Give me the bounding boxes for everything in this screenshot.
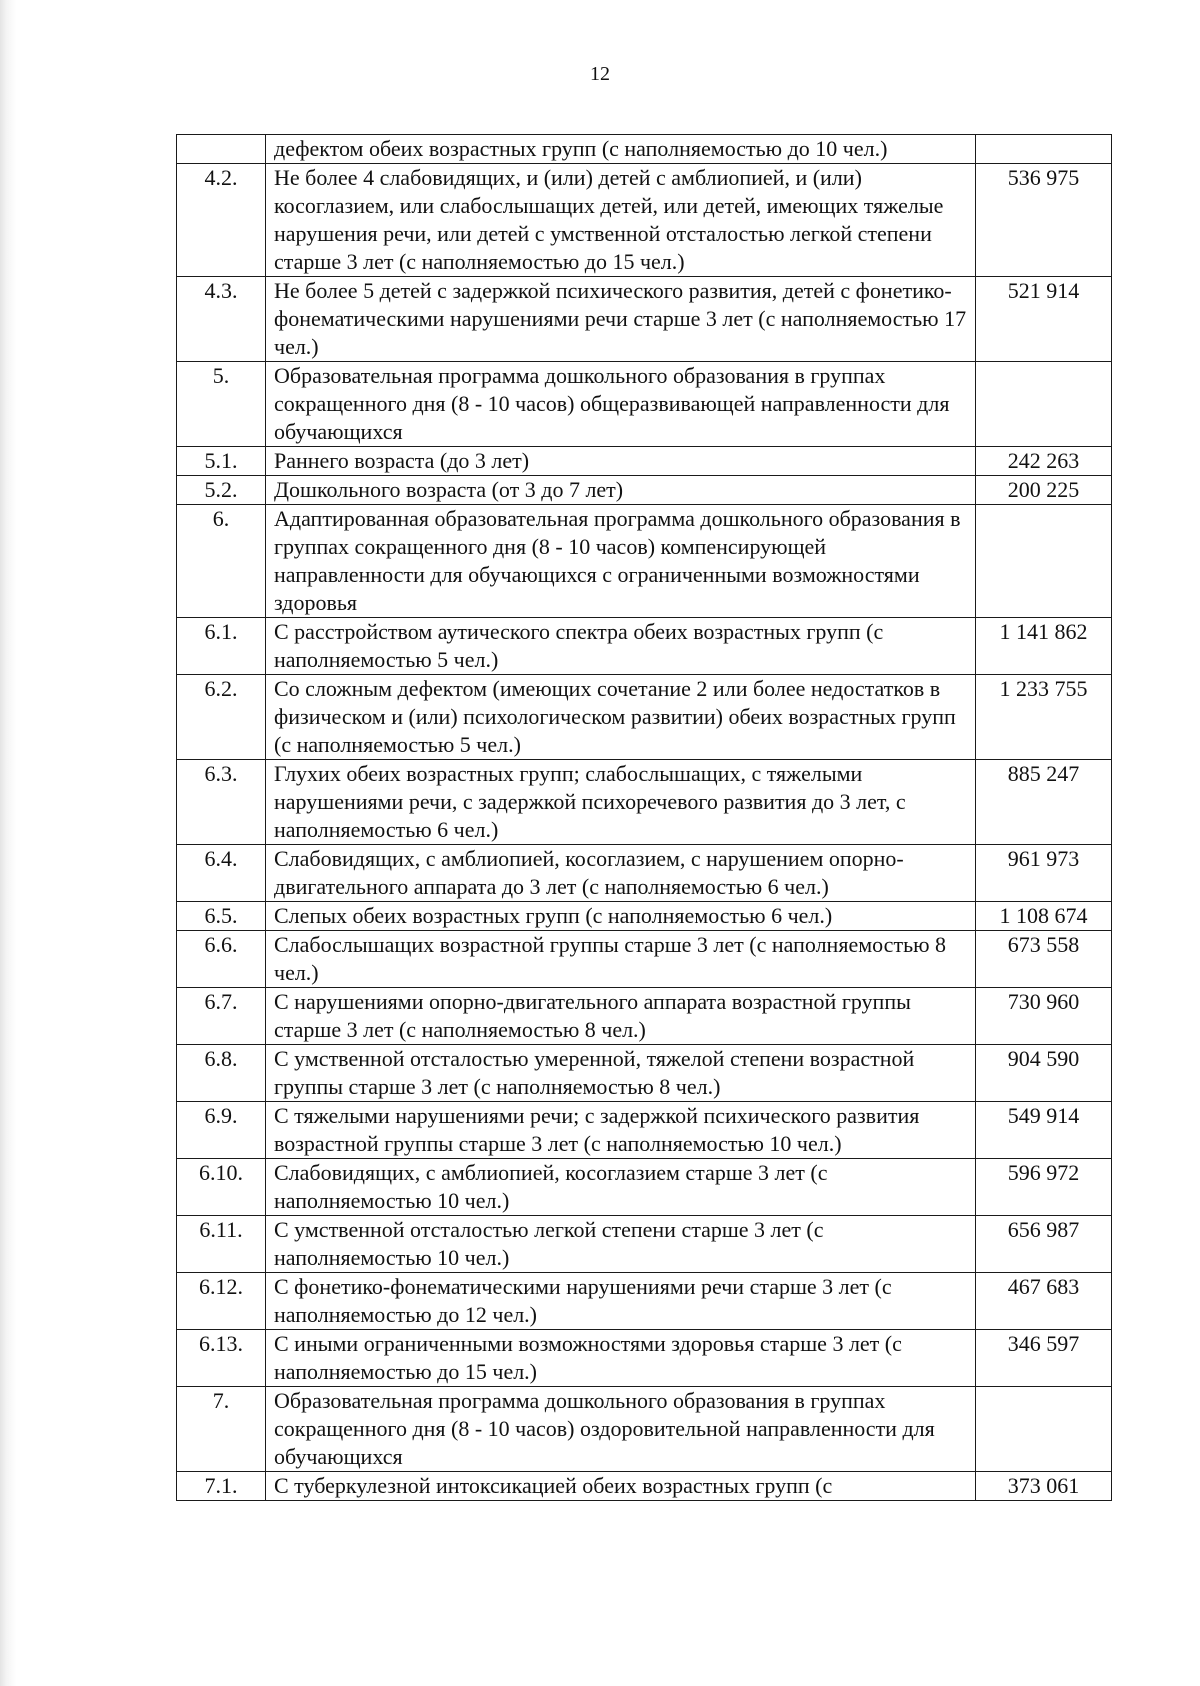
row-amount: 521 914 bbox=[976, 277, 1112, 362]
table-row bbox=[177, 447, 1112, 476]
row-amount: 596 972 bbox=[976, 1159, 1112, 1216]
row-description: Со сложным дефектом (имеющих сочетание 2 или более недостатков в физическом и (или) психологическом развитии) обеих возрастных групп (с наполняемостью 5 чел.) bbox=[266, 675, 976, 760]
table-row bbox=[177, 1159, 1112, 1216]
table-row bbox=[177, 931, 1112, 988]
row-number: 6.13. bbox=[177, 1330, 266, 1387]
row-description: Не более 4 слабовидящих, и (или) детей с амблиопией, и (или) косоглазием, или слабослышащих детей, или детей, имеющих тяжелые нарушения речи, или детей с умственной отсталостью легкой степени старше 3 лет (с наполняемостью до 15 чел.) bbox=[266, 164, 976, 277]
row-description: Глухих обеих возрастных групп; слабослышащих, с тяжелыми нарушениями речи, с задержкой психоречевого развития до 3 лет, с наполняемостью 6 чел.) bbox=[266, 760, 976, 845]
row-number: 5.2. bbox=[177, 476, 266, 505]
row-number: 6.7. bbox=[177, 988, 266, 1045]
table-row bbox=[177, 476, 1112, 505]
row-amount: 346 597 bbox=[976, 1330, 1112, 1387]
row-description: С расстройством аутического спектра обеих возрастных групп (с наполняемостью 5 чел.) bbox=[266, 618, 976, 675]
row-description: Раннего возраста (до 3 лет) bbox=[266, 447, 976, 476]
row-number: 6.8. bbox=[177, 1045, 266, 1102]
table-row bbox=[177, 1045, 1112, 1102]
row-amount: 673 558 bbox=[976, 931, 1112, 988]
table-row bbox=[177, 618, 1112, 675]
row-description: Слабовидящих, с амблиопией, косоглазием, с нарушением опорно-двигательного аппарата до 3 лет (с наполняемостью 6 чел.) bbox=[266, 845, 976, 902]
row-number: 6.4. bbox=[177, 845, 266, 902]
row-amount: 467 683 bbox=[976, 1273, 1112, 1330]
row-description: Слабослышащих возрастной группы старше 3 лет (с наполняемостью 8 чел.) bbox=[266, 931, 976, 988]
table-row bbox=[177, 988, 1112, 1045]
row-number: 6. bbox=[177, 505, 266, 618]
table-row bbox=[177, 675, 1112, 760]
row-amount: 656 987 bbox=[976, 1216, 1112, 1273]
row-number bbox=[177, 135, 266, 164]
row-amount: 730 960 bbox=[976, 988, 1112, 1045]
row-amount: 200 225 bbox=[976, 476, 1112, 505]
row-number: 6.12. bbox=[177, 1273, 266, 1330]
table-row bbox=[177, 505, 1112, 618]
row-number: 5.1. bbox=[177, 447, 266, 476]
row-description: С тяжелыми нарушениями речи; с задержкой психического развития возрастной группы старше 3 лет (с наполняемостью 10 чел.) bbox=[266, 1102, 976, 1159]
row-number: 7.1. bbox=[177, 1472, 266, 1501]
row-description: С нарушениями опорно-двигательного аппарата возрастной группы старше 3 лет (с наполняемостью 8 чел.) bbox=[266, 988, 976, 1045]
row-amount: 961 973 bbox=[976, 845, 1112, 902]
row-amount: 549 914 bbox=[976, 1102, 1112, 1159]
row-amount bbox=[976, 1387, 1112, 1472]
row-number: 6.1. bbox=[177, 618, 266, 675]
row-description: С умственной отсталостью умеренной, тяжелой степени возрастной группы старше 3 лет (с наполняемостью 8 чел.) bbox=[266, 1045, 976, 1102]
row-amount: 885 247 bbox=[976, 760, 1112, 845]
row-amount: 1 108 674 bbox=[976, 902, 1112, 931]
table-row bbox=[177, 164, 1112, 277]
row-number: 7. bbox=[177, 1387, 266, 1472]
row-description: дефектом обеих возрастных групп (с наполняемостью до 10 чел.) bbox=[266, 135, 976, 164]
scan-edge bbox=[0, 0, 16, 1686]
table-row bbox=[177, 1472, 1112, 1501]
row-number: 6.11. bbox=[177, 1216, 266, 1273]
row-description: С фонетико-фонематическими нарушениями речи старше 3 лет (с наполняемостью до 12 чел.) bbox=[266, 1273, 976, 1330]
table-row bbox=[177, 1330, 1112, 1387]
tariff-table bbox=[176, 134, 1112, 1501]
table-row bbox=[177, 1102, 1112, 1159]
page-number: 12 bbox=[590, 63, 610, 85]
row-amount bbox=[976, 362, 1112, 447]
row-description: Образовательная программа дошкольного образования в группах сокращенного дня (8 - 10 часов) оздоровительной направленности для обучающихся bbox=[266, 1387, 976, 1472]
row-description: С иными ограниченными возможностями здоровья старше 3 лет (с наполняемостью до 15 чел.) bbox=[266, 1330, 976, 1387]
row-amount bbox=[976, 135, 1112, 164]
table-row bbox=[177, 362, 1112, 447]
row-number: 6.2. bbox=[177, 675, 266, 760]
row-amount: 1 233 755 bbox=[976, 675, 1112, 760]
row-description: Слабовидящих, с амблиопией, косоглазием старше 3 лет (с наполняемостью 10 чел.) bbox=[266, 1159, 976, 1216]
row-number: 6.9. bbox=[177, 1102, 266, 1159]
row-amount: 536 975 bbox=[976, 164, 1112, 277]
row-amount: 904 590 bbox=[976, 1045, 1112, 1102]
row-amount: 1 141 862 bbox=[976, 618, 1112, 675]
row-description: Дошкольного возраста (от 3 до 7 лет) bbox=[266, 476, 976, 505]
table-row bbox=[177, 902, 1112, 931]
table-row bbox=[177, 1273, 1112, 1330]
table-row bbox=[177, 1387, 1112, 1472]
row-number: 5. bbox=[177, 362, 266, 447]
row-amount bbox=[976, 505, 1112, 618]
row-number: 6.6. bbox=[177, 931, 266, 988]
row-number: 6.5. bbox=[177, 902, 266, 931]
row-number: 6.3. bbox=[177, 760, 266, 845]
row-amount: 242 263 bbox=[976, 447, 1112, 476]
row-description: Не более 5 детей с задержкой психического развития, детей с фонетико-фонематическими нарушениями речи старше 3 лет (с наполняемостью 17 чел.) bbox=[266, 277, 976, 362]
table-row bbox=[177, 760, 1112, 845]
table-row bbox=[177, 277, 1112, 362]
row-amount: 373 061 bbox=[976, 1472, 1112, 1501]
row-description: С умственной отсталостью легкой степени старше 3 лет (с наполняемостью 10 чел.) bbox=[266, 1216, 976, 1273]
table-row bbox=[177, 845, 1112, 902]
table-row bbox=[177, 1216, 1112, 1273]
row-number: 4.2. bbox=[177, 164, 266, 277]
row-description: С туберкулезной интоксикацией обеих возрастных групп (с bbox=[266, 1472, 976, 1501]
row-description: Образовательная программа дошкольного образования в группах сокращенного дня (8 - 10 часов) общеразвивающей направленности для обучающихся bbox=[266, 362, 976, 447]
row-description: Адаптированная образовательная программа дошкольного образования в группах сокращенного дня (8 - 10 часов) компенсирующей направленности для обучающихся с ограниченными возможностями здоровья bbox=[266, 505, 976, 618]
row-number: 6.10. bbox=[177, 1159, 266, 1216]
row-number: 4.3. bbox=[177, 277, 266, 362]
row-description: Слепых обеих возрастных групп (с наполняемостью 6 чел.) bbox=[266, 902, 976, 931]
table-row bbox=[177, 135, 1112, 164]
